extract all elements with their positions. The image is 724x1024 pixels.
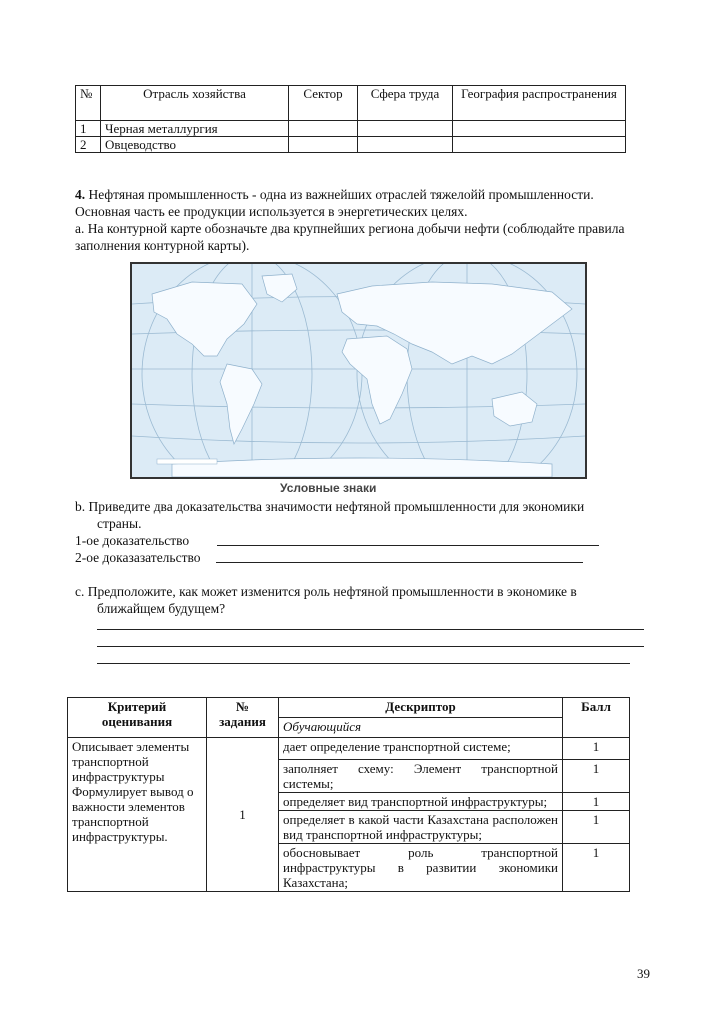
table-row xyxy=(76,137,626,153)
part-c-answer-line-3[interactable] xyxy=(97,663,630,664)
part-c-question-cont: ближайщем будущем? xyxy=(97,601,226,616)
proof2-row xyxy=(75,549,201,566)
industry-table xyxy=(75,85,626,153)
part-c-answer-line-1[interactable] xyxy=(97,629,644,630)
descriptor-cell: определяет вид транспортной инфраструктуры; xyxy=(279,793,563,811)
table-row xyxy=(76,121,626,137)
criterion-cell: Описывает элементы транспортной инфраструктуры Формулирует вывод о важности элементов транспортной инфраструктуры. xyxy=(68,738,207,892)
table-header-row xyxy=(76,86,626,121)
row-number: 2 xyxy=(76,137,101,153)
descriptor-cell: определяет в какой части Казахстана расположен вид транспортной инфраструктуры; xyxy=(279,811,563,844)
col-labor-header: Сфера труда xyxy=(358,86,453,121)
learner-subheader: Обучающийся xyxy=(279,718,563,738)
score-header: Балл xyxy=(563,698,630,738)
descriptor-header: Дескриптор xyxy=(279,698,563,718)
col-geography-header: География распространения xyxy=(453,86,626,121)
row-number: 1 xyxy=(76,121,101,137)
rubric-table xyxy=(67,697,630,892)
proof1-answer-line[interactable] xyxy=(217,545,599,546)
proof2-label: 2-ое доказазательство xyxy=(75,550,201,565)
contour-world-map[interactable] xyxy=(130,262,587,479)
score-cell: 1 xyxy=(563,793,630,811)
descriptor-cell: заполняет схему: Элемент транспортной системы; xyxy=(279,760,563,793)
part-b-question: b. Приведите два доказательства значимости нефтяной промышленности для экономики xyxy=(75,499,585,514)
row-labor-cell[interactable] xyxy=(358,121,453,137)
criterion-header: Критерий оценивания xyxy=(68,698,207,738)
part-b-question-cont: страны. xyxy=(97,516,142,531)
score-cell: 1 xyxy=(563,844,630,892)
proof2-answer-line[interactable] xyxy=(216,562,583,563)
task4-text xyxy=(75,186,650,254)
world-map-svg xyxy=(132,264,585,477)
part-c-answer-line-2[interactable] xyxy=(97,646,644,647)
task4-part-a: a. На контурной карте обозначьте два крупнейших региона добычи нефти (соблюдайте правила заполнения контурной карты). xyxy=(75,221,625,253)
row-sector-cell[interactable] xyxy=(289,121,358,137)
row-labor-cell[interactable] xyxy=(358,137,453,153)
task4-part-b xyxy=(75,498,650,532)
descriptor-cell: обосновывает роль транспортной инфраструктуры в развитии экономики Казахстана; xyxy=(279,844,563,892)
col-sector-header: Сектор xyxy=(289,86,358,121)
task4-number: 4. xyxy=(75,187,86,202)
row-sector-cell[interactable] xyxy=(289,137,358,153)
part-c-question: c. Предположите, как может изменится роль нефтяной промышленности в экономике в xyxy=(75,584,577,599)
map-legend-label: Условные знаки xyxy=(280,481,377,495)
table-row xyxy=(68,738,630,760)
proof1-row xyxy=(75,532,189,549)
row-industry: Черная металлургия xyxy=(101,121,289,137)
col-number-header: № xyxy=(76,86,101,121)
task4-intro: 4. Нефтяная промышленность - одна из важнейших отраслей тяжелойй промышленности. Основная часть ее продукции используется в энергетических целях. xyxy=(75,187,594,219)
task-number-header: № задания xyxy=(207,698,279,738)
proof1-label: 1-ое доказательство xyxy=(75,533,190,548)
score-cell: 1 xyxy=(563,811,630,844)
page-number: 39 xyxy=(637,966,650,981)
descriptor-cell: дает определение транспортной системе; xyxy=(279,738,563,760)
col-industry-header: Отрасль хозяйства xyxy=(101,86,289,121)
row-geography-cell[interactable] xyxy=(453,137,626,153)
task-number-cell: 1 xyxy=(207,738,279,892)
task4-part-c xyxy=(75,583,650,617)
row-industry: Овцеводство xyxy=(101,137,289,153)
score-cell: 1 xyxy=(563,738,630,760)
rubric-header-row xyxy=(68,698,630,718)
score-cell: 1 xyxy=(563,760,630,793)
row-geography-cell[interactable] xyxy=(453,121,626,137)
